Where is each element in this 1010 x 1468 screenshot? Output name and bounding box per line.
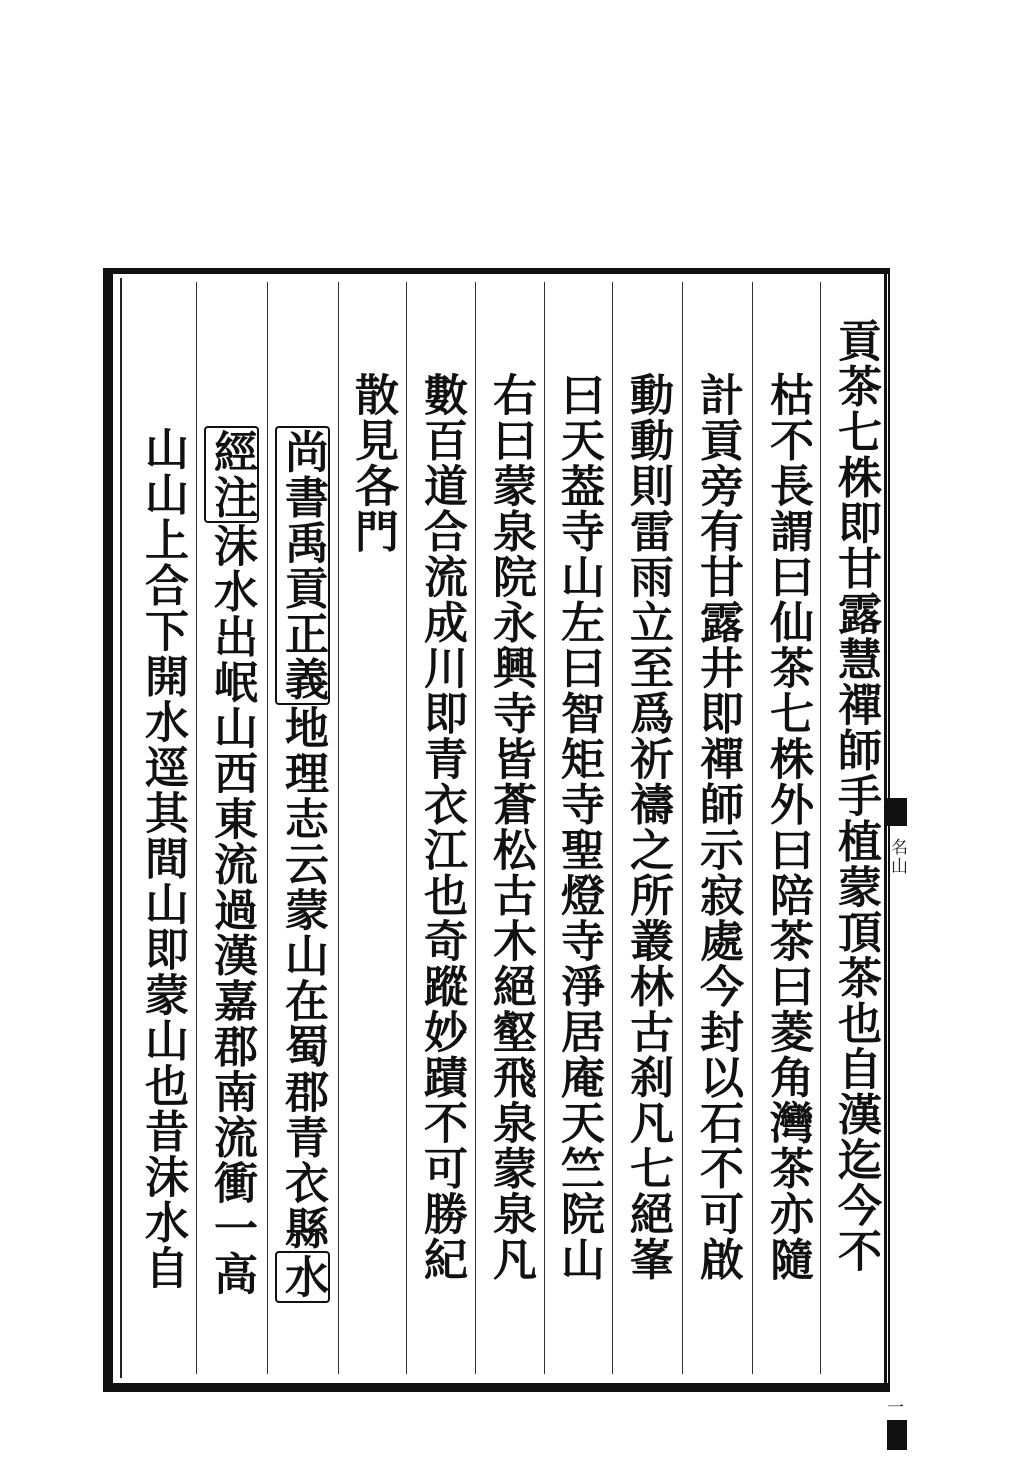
column-rule — [544, 282, 545, 1374]
column-rule — [820, 282, 821, 1374]
column-text: 地理志云蒙山在蜀郡青衣縣 — [277, 705, 328, 1251]
column-text: 右曰蒙泉院永興寺皆蒼松古木絕壑飛泉蒙泉凡 — [485, 372, 536, 1282]
text-column — [622, 372, 672, 1282]
column-rule — [752, 282, 753, 1374]
column-rule — [406, 282, 407, 1374]
text-column — [137, 426, 187, 1291]
fold-line — [884, 268, 887, 1392]
column-text: 沫水出岷山西東流過漢嘉郡南流衝一高 — [206, 523, 257, 1297]
text-column — [347, 372, 397, 554]
column-rule — [682, 282, 683, 1374]
fish-tail-mark — [887, 798, 907, 826]
text-column — [416, 372, 466, 1282]
column-text: 枯不長謂曰仙茶七株外曰陪茶曰菱角灣茶亦隨 — [762, 372, 813, 1282]
column-text: 貢茶七株即甘露慧禪師手植蒙頂茶也自漢迄今不 — [830, 318, 881, 1274]
fold-juan-number: 一 — [883, 1398, 903, 1415]
text-column — [485, 372, 535, 1282]
text-column — [830, 318, 880, 1274]
center-fold — [883, 268, 908, 1415]
fish-tail-mark-lower — [887, 1420, 907, 1450]
column-rule — [612, 282, 613, 1374]
column-text: 計貢旁有甘露井即禪師示寂處今封以石不可啟 — [692, 372, 743, 1282]
citation-box: 經注 — [204, 426, 259, 523]
text-column — [762, 372, 812, 1282]
citation-box: 水 — [275, 1251, 330, 1303]
column-rule — [475, 282, 476, 1374]
column-rule — [196, 282, 197, 1374]
text-column — [553, 372, 603, 1282]
column-text: 散見各門 — [347, 372, 398, 554]
citation-box: 尚書禹貢正義 — [275, 426, 330, 705]
text-column — [277, 426, 327, 1303]
column-rule — [267, 282, 268, 1374]
inner-frame-line — [120, 278, 122, 1378]
column-text: 山山上合下開水逕其間山即蒙山也昔沫水自 — [137, 426, 188, 1291]
text-column — [206, 426, 256, 1297]
column-text: 數百道合流成川即青衣江也奇蹤妙蹟不可勝紀 — [416, 372, 467, 1282]
column-text: 動動則雷雨立至爲祈禱之所叢林古刹凡七絕峯 — [622, 372, 673, 1282]
column-text: 曰天葢寺山左曰智矩寺聖燈寺淨居庵天竺院山 — [553, 372, 604, 1282]
text-column — [692, 372, 742, 1282]
column-rule — [338, 282, 339, 1374]
fold-title: 名山 — [887, 838, 907, 876]
